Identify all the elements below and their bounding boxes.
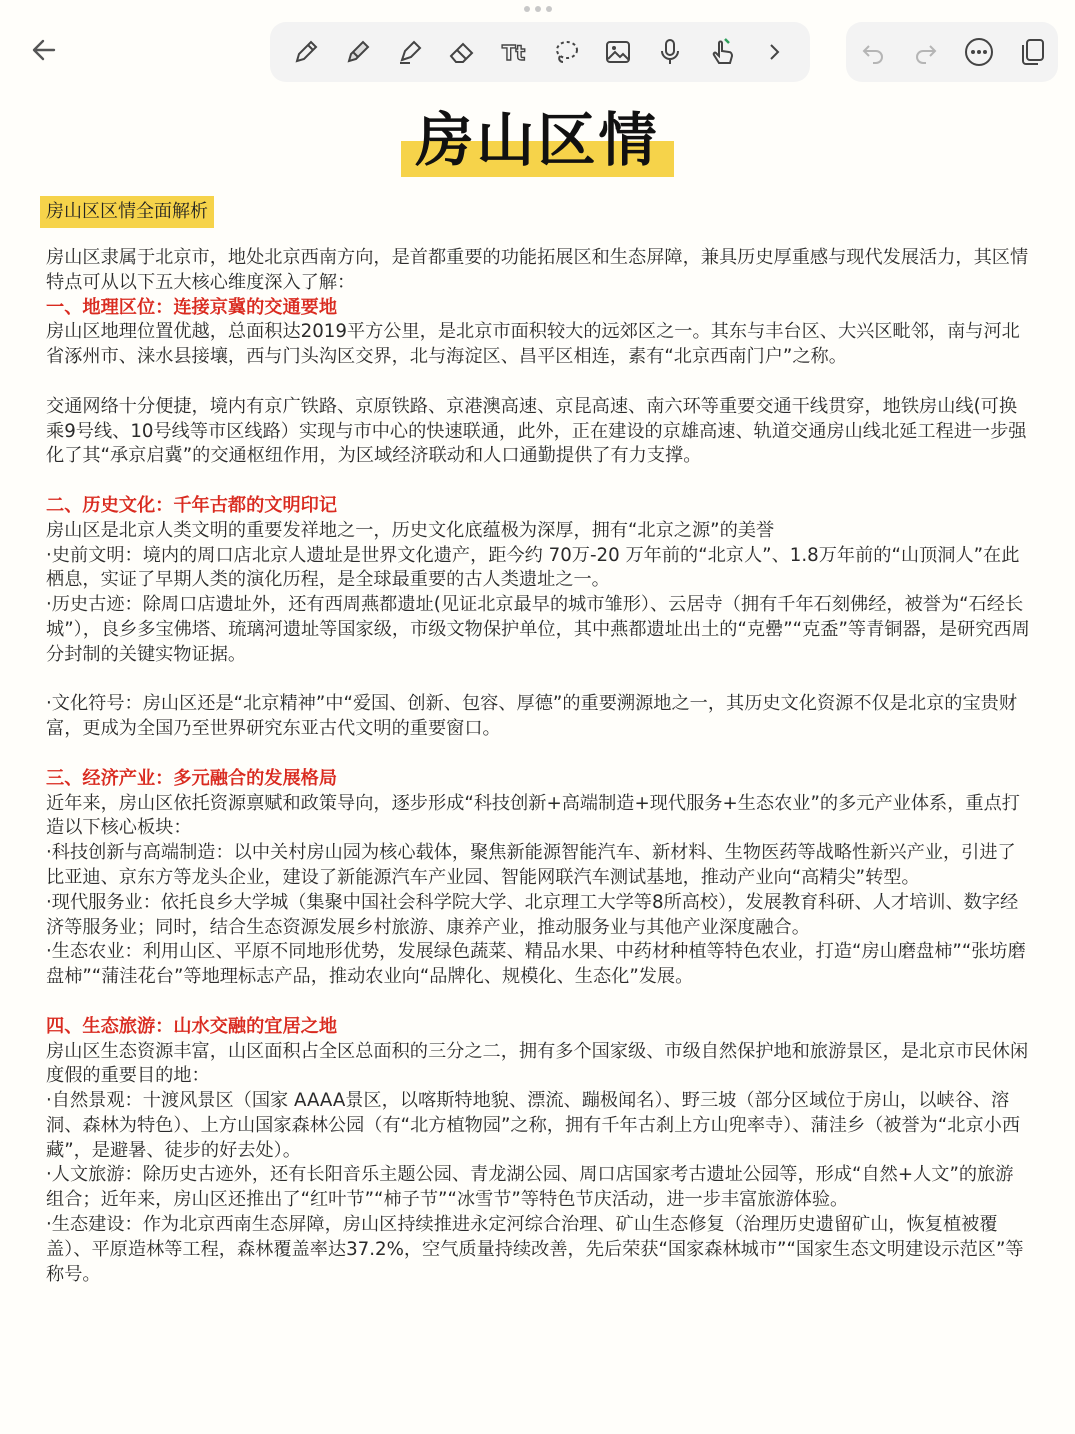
bullet-item: ·现代服务业：依托良乡大学城（集聚中国社会科学院大学、北京理工大学等8所高校），发展教育科研、人才培训、数字经济等服务业；同时，结合生态资源发展乡村旅游、康养产业，推动服务业与其他产业深度融合。 (46, 891, 1019, 938)
section-heading-tourism: 四、生态旅游：山水交融的宜居之地 (46, 1015, 338, 1037)
title-area (0, 105, 1075, 175)
undo-icon[interactable] (853, 32, 893, 72)
subtitle: 房山区区情全面解析 (40, 196, 214, 228)
marker-icon[interactable] (338, 32, 378, 72)
spacer (46, 469, 1031, 494)
bullet-item: ·科技创新与高端制造：以中关村房山园为核心载体，聚焦新能源智能汽车、新材料、生物医药等战略性新兴产业，引进了比亚迪、京东方等龙头企业，建设了新能源汽车产业园、智能网联汽车测试基地，推动产业向“高精尖”转型。 (46, 842, 1016, 888)
spacer (46, 990, 1031, 1015)
redo-icon[interactable] (906, 32, 946, 72)
page-title-text: 房山区情 (415, 106, 660, 174)
spacer (46, 742, 1031, 767)
paragraph: 房山区是北京人类文明的重要发祥地之一，历史文化底蕴极为深厚，拥有“北京之源”的美誉 (46, 519, 775, 541)
spacer (46, 370, 1031, 395)
bullet-item: ·历史古迹：除周口店遗址外，还有西周燕都遗址(见证北京最早的城市雏形）、云居寺（拥有千年石刻佛经，被誉为“石经长城”），良乡多宝佛塔、琉璃河遗址等国家级，市级文物保护单位，其中燕都遗址出土的“克罍”“克盉”等青铜器，是研究西周分封制的关键实物证据。 (46, 594, 1030, 665)
history-tools (846, 22, 1058, 82)
text-icon[interactable] (494, 32, 534, 72)
bullet-item: ·人文旅游：除历史古迹外，还有长阳音乐主题公园、青龙湖公园、周口店国家考古遗址公园等，形成“自然+人文”的旅游组合；近年来，房山区还推出了“红叶节”“柿子节”“冰雪节”等特色节庆活动，进一步丰富旅游体验。 (46, 1164, 1014, 1211)
bullet-item: ·史前文明：境内的周口店北京人遗址是世界文化遗产，距今约 70万-20 万年前的“北京人”、1.8万年前的“山顶洞人”在此栖息，实证了早期人类的演化历程，是全球最重要的古人类遗址之一。 (46, 544, 1020, 591)
microphone-icon[interactable] (650, 32, 690, 72)
back-arrow-icon[interactable] (20, 26, 68, 74)
paragraph: 房山区生态资源丰富，山区面积占全区总面积的三分之二，拥有多个国家级、市级自然保护地和旅游景区，是北京市民休闲度假的重要目的地： (46, 1040, 1029, 1087)
paragraph: 交通网络十分便捷，境内有京广铁路、京原铁路、京港澳高速、京昆高速、南六环等重要交通干线贯穿，地铁房山线(可换乘9号线、10号线等市区线路）实现与市中心的快速联通，此外，正在建设的京雄高速、轨道交通房山线北延工程进一步强化了其“承京启冀”的交通枢纽作用，为区域经济联动和人口通勤提供了有力支撑。 (46, 395, 1027, 467)
document-body (46, 246, 1031, 1287)
svg-text:Tt: Tt (502, 41, 526, 65)
toolbar (0, 0, 1075, 100)
image-icon[interactable] (598, 32, 638, 72)
intro-paragraph: 房山区隶属于北京市，地处北京西南方向，是首都重要的功能拓展区和生态屏障，兼具历史厚重感与现代发展活力，其区情特点可从以下五大核心维度深入了解： (46, 247, 1029, 293)
finger-draw-icon[interactable] (702, 32, 742, 72)
section-heading-history: 二、历史文化：千年古都的文明印记 (46, 494, 338, 516)
section-heading-geography: 一、地理区位：连接京冀的交通要地 (46, 296, 338, 318)
bullet-item: ·自然景观：十渡风景区（国家 AAAA景区，以喀斯特地貌、漂流、蹦极闻名）、野三坡（部分区域位于房山，以峡谷、溶洞、森林为特色）、上方山国家森林公园（有“北方植物园”之称，拥有千年古刹上方山兜率寺）、蒲洼乡（被誉为“北京小西藏”，是避暑、徒步的好去处）。 (46, 1090, 1021, 1161)
bullet-item: ·生态建设：作为北京西南生态屏障，房山区持续推进永定河综合治理、矿山生态修复（治理历史遗留矿山，恢复植被覆盖）、平原造林等工程，森林覆盖率达37.2%，空气质量持续改善，先后荣获“国家森林城市”“国家生态文明建设示范区”等称号。 (46, 1214, 1024, 1285)
paragraph: 近年来，房山区依托资源禀赋和政策导向，逐步形成“科技创新+高端制造+现代服务+生态农业”的多元产业体系，重点打造以下核心板块： (46, 792, 1020, 839)
section-heading-economy: 三、经济产业：多元融合的发展格局 (46, 767, 338, 789)
bullet-item: ·生态农业：利用山区、平原不同地形优势，发展绿色蔬菜、精品水果、中药材种植等特色农业，打造“房山磨盘柿”“张坊磨盘柿”“蒲洼花台”等地理标志产品，推动农业向“品牌化、规模化、生态化”发展。 (46, 941, 1026, 988)
copy-icon[interactable] (1012, 32, 1052, 72)
spacer (46, 668, 1031, 693)
more-icon[interactable] (959, 32, 999, 72)
bullet-item: ·文化符号：房山区还是“北京精神”中“爱国、创新、包容、厚德”的重要溯源地之一，其历史文化资源不仅是北京的宝贵财富，更成为全国乃至世界研究东亚古代文明的重要窗口。 (46, 693, 1018, 740)
page-title (401, 105, 673, 175)
pen-icon[interactable] (286, 32, 326, 72)
highlighter-icon[interactable] (390, 32, 430, 72)
eraser-icon[interactable] (442, 32, 482, 72)
lasso-icon[interactable] (546, 32, 586, 72)
chevron-right-icon[interactable] (754, 32, 794, 72)
paragraph: 房山区地理位置优越，总面积达2019平方公里，是北京市面积较大的远郊区之一。其东与丰台区、大兴区毗邻，南与河北省涿州市、涞水县接壤，西与门头沟区交界，北与海淀区、昌平区相连，素有“北京西南门户”之称。 (46, 321, 1020, 368)
drawing-tools (270, 22, 810, 82)
